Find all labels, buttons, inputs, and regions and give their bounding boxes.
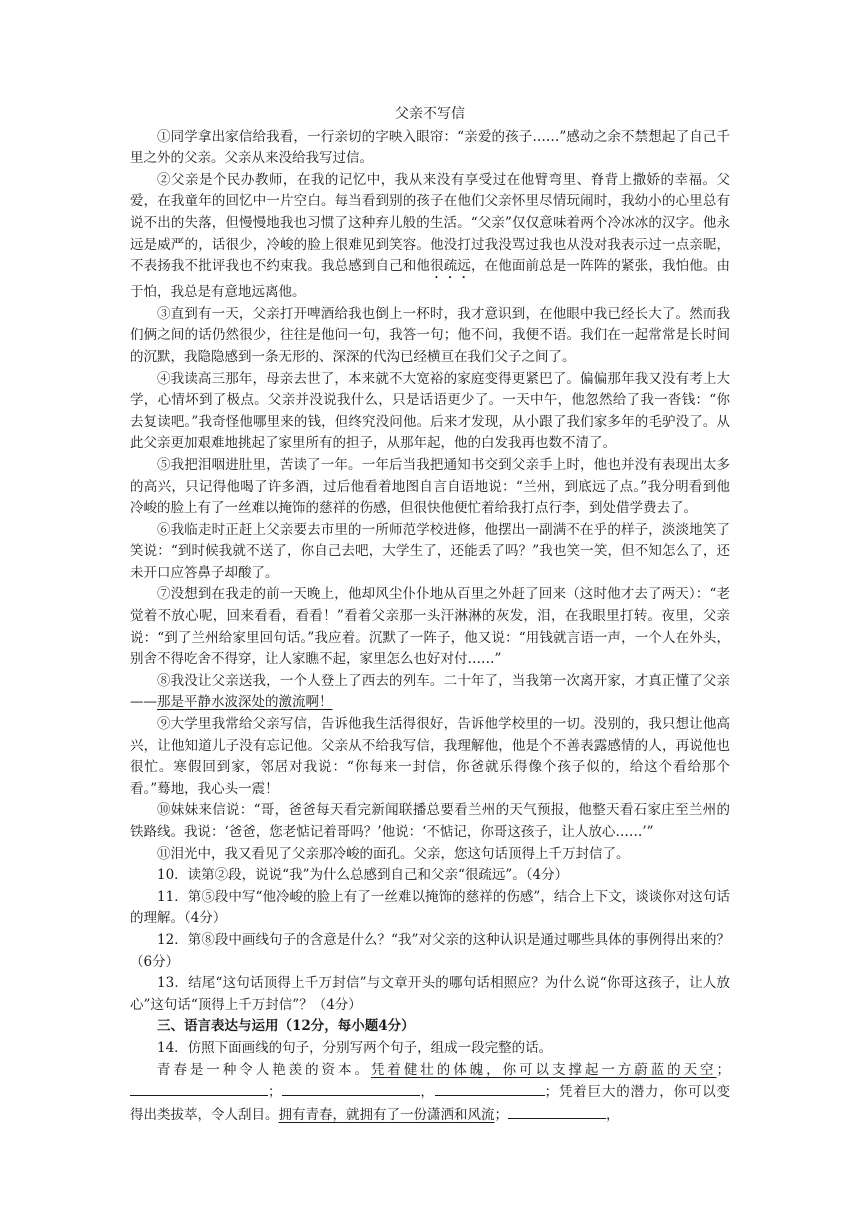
paragraph-8 bbox=[130, 671, 730, 714]
paragraph-5: ⑤我把泪咽进肚里，苦读了一年。一年后当我把通知书交到父亲手上时，他也并没有表现出太多的高兴，只记得他喝了许多酒，过后他看着地图自言自语地说：“兰州，到底远了点。”我分明看到他冷峻的脸上有了一丝难以掩饰的慈祥的伤感，但很快他便忙着给我打点行李，到处借学费去了。 bbox=[130, 456, 730, 517]
fill-text-start: 青春是一种令人艳羡的资本。 bbox=[157, 1061, 371, 1078]
question-13: 13．结尾“这句话顶得上千万封信”与文章开头的哪句话相照应？为什么说“你哥这孩子，让人放心”这句话“顶得上千万封信”？（4分） bbox=[130, 975, 730, 1013]
paragraph-4: ④我读高三那年，母亲去世了，本来就不大宽裕的家庭变得更紧巴了。偏偏那年我又没有考上大学，心情坏到了极点。父亲并没说我什么，只是话语更少了。一天中午，他忽然给了我一沓钱：“你去复读吧。”我奇怪他哪里来的钱，但终究没问他。后来才发现，从小跟了我们家多年的毛驴没了。从此父亲更加艰难地挑起了家里所有的担子，从那年起，他的白发我再也数不清了。 bbox=[130, 370, 730, 452]
paragraph-7: ⑦没想到在我走的前一天晚上，他却风尘仆仆地从百里之外赶了回来（这时他才去了两天）：“老觉着不放心呢，回来看看，看看！”看着父亲那一头汗淋淋的灰发，泪，在我眼里打转。夜里，父亲说：“到了兰州给家里回句话。”我应着。沉默了一阵子，他又说：“用钱就言语一声，一个人在外头，别舍不得吃舍不得穿，让人家瞧不起，家里怎么也好对付……” bbox=[130, 586, 730, 668]
paragraph-2-text-a: ②父亲是个民办教师，在我的记忆中，我从来没有享受过在他臂弯里、脊背上撒娇的幸福。父爱，在我童年的回忆中一片空白。每当看到别的孩子在他们父亲怀里尽情玩闹时，我幼小的心里总有说不出的失落，但慢慢地我也习惯了这种弃儿般的生活。“父亲”仅仅意味着两个冷冰冰的汉字。他永远是威严的，话很少，冷峻的脸上很难见到笑容。他没打过我没骂过我也从没对我表示过一点亲昵，不表扬我不批评我也不约束我。我总感到自己和他 bbox=[130, 171, 730, 275]
paragraph-3: ③直到有一天，父亲打开啤酒给我也倒上一杯时，我才意识到，在他眼中我已经长大了。然而我们俩之间的话仍然很少，往往是他问一句，我答一句；他不问，我便不语。我们在一起常常是长时间的沉默，我隐隐感到一条无形的、深深的代沟已经横亘在我们父子之间了。 bbox=[130, 305, 730, 365]
answer-blank-3[interactable] bbox=[435, 1081, 545, 1096]
paragraph-11: ⑪泪光中，我又看见了父亲那冷峻的面孔。父亲，您这句话顶得上千万封信了。 bbox=[157, 845, 630, 862]
question-12: 12．第⑧段中画线句子的含意是什么？“我”对父亲的这种认识是通过哪些具体的事例得出来的？（6分） bbox=[130, 931, 730, 970]
paragraph-1: ①同学拿出家信给我看，一行亲切的字映入眼帘：“亲爱的孩子……”感动之余不禁想起了自己千里之外的父亲。父亲从来没给我写过信。 bbox=[130, 128, 730, 167]
question-11: 11．第⑤段中写“他冷峻的脸上有了一丝难以掩饰的慈祥的伤感”，结合上下文，谈谈你对这句话的理解。（4分） bbox=[130, 888, 730, 927]
separator: ； bbox=[716, 1061, 731, 1078]
question-14: 14．仿照下面画线的句子，分别写两个句子，组成一段完整的话。 bbox=[157, 1039, 553, 1056]
answer-blank-4[interactable] bbox=[508, 1104, 606, 1119]
model-sentence-1: 凭着健壮的体魄，你可以支撑起一方蔚蓝的天空 bbox=[370, 1061, 717, 1078]
answer-blank-1[interactable] bbox=[130, 1081, 268, 1096]
question-10: 10．读第②段，说说“我”为什么总感到自己和父亲“很疏远”。（4分） bbox=[157, 867, 569, 884]
separator: ； bbox=[494, 1106, 508, 1123]
article-title: 父亲不写信 bbox=[395, 106, 465, 122]
fill-text-middle: ；凭着巨大的潜力，你可以变得出类拔萃，令人刮目。 bbox=[130, 1084, 731, 1123]
paragraph-6: ⑥我临走时正赶上父亲要去市里的一所师范学校进修，他摆出一副满不在乎的样子，淡淡地笑了笑说：“到时候我就不送了，你自己去吧，大学生了，还能丢了吗？”我也笑一笑，但不知怎么了，还未开口应答鼻子却酸了。 bbox=[130, 521, 730, 581]
paragraph-9: ⑨大学里我常给父亲写信，告诉他我生活得很好，告诉他学校里的一切。没别的，我只想让他高兴，让他知道儿子没有忘记他。父亲从不给我写信，我理解他，他是个不善表露感情的人，再说他也很忙。寒假回到家，邻居对我说：“你每来一封信，你爸就乐得像个孩子似的，给这个看给那个看。”蓦地，我心头一震！ bbox=[130, 716, 730, 797]
paragraph-2 bbox=[130, 170, 730, 304]
document-page bbox=[130, 104, 730, 1126]
separator: ， bbox=[419, 1084, 435, 1101]
model-sentence-2: 拥有青春，就拥有了一份潇洒和风流 bbox=[278, 1106, 495, 1123]
paragraph-8-text: ⑧我没让父亲送我，一个人登上了西去的列车。二十年了，当我第一次离开家，才真正懂了父亲—— bbox=[130, 672, 730, 711]
underlined-sentence: 那是平静水波深处的激流啊！ bbox=[157, 694, 333, 711]
paragraph-10: ⑩妹妹来信说：“哥，爸爸每天看完新闻联播总要看兰州的天气预报，他整天看石家庄至兰州的铁路线。我说：‘爸爸，您老惦记着哥吗？’他说：‘不惦记，你哥这孩子，让人放心……’” bbox=[130, 802, 730, 840]
answer-blank-2[interactable] bbox=[282, 1081, 420, 1096]
emphasized-phrase: 很疏远 bbox=[430, 258, 471, 275]
fill-in-paragraph bbox=[130, 1060, 730, 1127]
separator: ； bbox=[268, 1084, 282, 1101]
separator: ， bbox=[606, 1106, 620, 1123]
paragraph-2-text-b: ，在他面前总是一阵阵的紧张，我怕他。由于怕，我总是有意地远离他。 bbox=[130, 258, 731, 301]
section-heading: 三、语言表达与运用（12分，每小题4分） bbox=[157, 1018, 415, 1035]
